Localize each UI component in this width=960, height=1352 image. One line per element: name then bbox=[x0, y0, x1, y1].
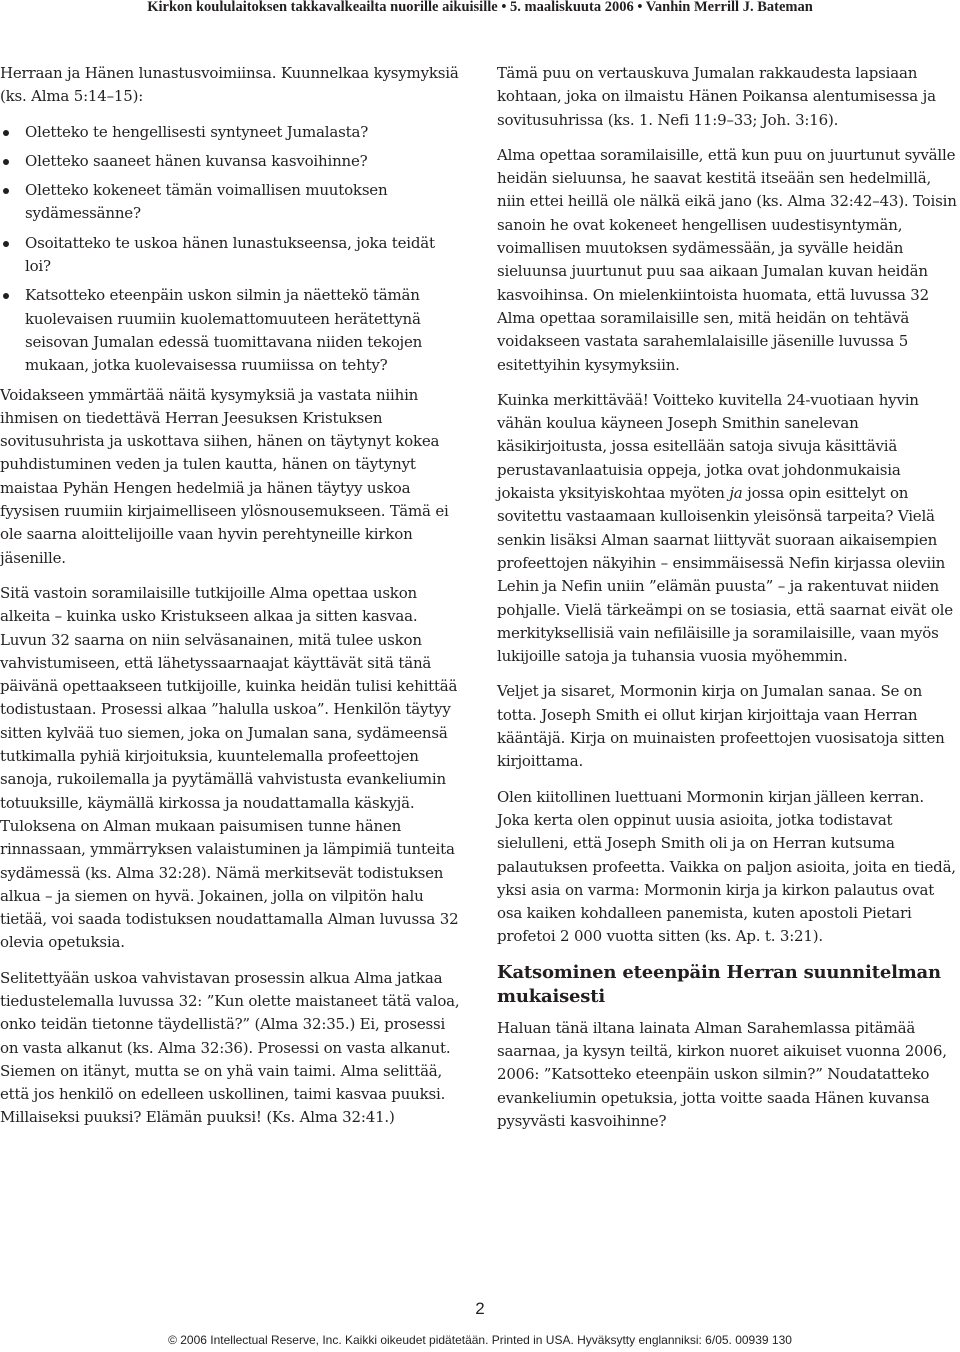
list-item bbox=[0, 121, 465, 144]
bullet-icon bbox=[3, 293, 9, 299]
paragraph-text: Kuinka merkittävää! Voitteko kuvitella 24-vuotiaan hyvin vähän koulua käyneen Joseph Smithin sanelevan käsikirjoitusta, jossa esitellään satoja sivuja käsittäviä perustavanlaatuisia oppeja, jotka ovat johdonmukaisia jokaista yksityiskohtaa myöten bbox=[497, 390, 919, 503]
bullet-icon bbox=[3, 130, 9, 136]
list-item-text: Osoitatteko te uskoa hänen lunastukseensa, joka teidät loi? bbox=[25, 233, 435, 276]
list-item-text: Oletteko kokeneet tämän voimallisen muutoksen sydämessänne? bbox=[25, 181, 388, 223]
paragraph-text: jossa opin esittelyt on sovitettu vastaamaan kulloisenkin yleisönsä tarpeita? Vielä senkin lisäksi Alman saarnat liittyvät suoraan aikaisempien profeettojen näkyihin – ensimmäisessä Nefin kirjassa oleviin Lehin ja Nefin uniin ”elämän puusta” – ja rakentuvat niiden pohjalle. Vielä tärkeämpi on se tosiasia, että saarnat eivät ole merkityksellisiä vain nefiläisille ja soramilaisille, vaan myös lukijoille satoja ja tuhansia vuosia myöhemmin. bbox=[497, 484, 953, 666]
list-item-text: Oletteko saaneet hänen kuvansa kasvoihinne? bbox=[25, 151, 368, 170]
body-paragraph: Voidakseen ymmärtää näitä kysymyksiä ja vastata niihin ihmisen on tiedettävä Herran Jeesuksen Kristuksen sovitusuhrista ja uskottava siihen, hänen on täytynyt kokea puhdistuminen veden ja tulen kautta, hänen on täytynyt maistaa Pyhän Hengen hedelmiä ja hänen täytyy uskoa fyysisen ruumiin kirjaimelliseen ylösnousemukseen. Tämä ei ole saarna aloittelijoille vaan hyvin perehtyneille kirkon jäsenille. bbox=[0, 385, 449, 567]
list-item bbox=[0, 179, 465, 226]
body-paragraph: Alma opettaa soramilaisille, että kun puu on juurtunut syvälle heidän sieluunsa, he saavat kestitä itseään sen hedelmillä, niin ettei heillä ole nälkä eikä jano (ks. Alma 32:42–43). Toisin sanoin he ovat kokeneet hengellisen uudestisyntymän, voimallisen muutoksen sydämessään, ja syvälle heidän sieluunsa juurtunut puu saa aikaan Jumalan kuvan heidän kasvoihinsa. On mielenkiintoista huomata, että luvussa 32 Alma opettaa soramilaisille sen, mitä heidän on tehtävä voidakseen vastata sarahemlalaisille jäsenille luvussa 5 esitettyihin kysymyksiin. bbox=[497, 145, 957, 374]
body-paragraph: Veljet ja sisaret, Mormonin kirja on Jumalan sanaa. Se on totta. Joseph Smith ei ollut kirjan kirjoittaja vaan Herran kääntäjä. Kirja on muinaisten profeettojen vuosisatoja sitten kirjoittama. bbox=[497, 682, 945, 771]
bullet-icon bbox=[3, 241, 9, 247]
list-item-text: Oletteko te hengellisesti syntyneet Jumalasta? bbox=[25, 122, 369, 141]
bullet-icon bbox=[3, 188, 9, 194]
list-item bbox=[0, 150, 465, 173]
emphasis-text: ja bbox=[729, 484, 743, 503]
right-column bbox=[497, 62, 960, 1145]
section-heading: Katsominen eteenpäin Herran suunnitelman mukaisesti bbox=[497, 961, 941, 1007]
body-paragraph: Olen kiitollinen luettuani Mormonin kirjan jälleen kerran. Joka kerta olen oppinut uusia asioita, jotka todistavat sielulleni, että Joseph Smith oli ja on Herran kutsuma palautuksen profeetta. Vaikka on paljon asioita, joita en tiedä, yksi asia on varma: Mormonin kirja ja kirkon palautus ovat osa kaiken kohdalleen panemista, kuten apostoli Pietari profetoi 2 000 vuotta sitten (ks. Ap. t. 3:21). bbox=[497, 787, 956, 946]
body-paragraph: Sitä vastoin soramilaisille tutkijoille Alma opettaa uskon alkeita – kuinka usko Kristukseen alkaa ja sitten kasvaa. Luvun 32 saarna on niin selväsanainen, mitä tulee uskon vahvistumiseen, että lähetyssaarnaajat käyttävät sitä tänä päivänä opettaakseen tutkijoille, kuinka heidän tulisi kehittää todistustaan. Prosessi alkaa ”halulla uskoa”. Henkilön täytyy sitten kylvää tuo siemen, joka on Jumalan sana, sydämeensä tutkimalla pyhiä kirjoituksia, kuuntelemalla profeettojen sanoja, rukoilemalla ja pyytämällä vahvistusta evankeliumin totuuksille, käymällä kirkossa ja noudattamalla käskyjä. Tuloksena on Alman mukaan paisumisen tunne hänen rinnassaan, ymmärryksen valaistuminen ja lämpimiä tunteita sydämessä (ks. Alma 32:28). Nämä merkitsevät todistuksen alkua – ja siemen on hyvä. Jokainen, jolla on vilpitön halu tietää, voi saada todistuksen noudattamalla Alman luvussa 32 olevia opetuksia. bbox=[0, 583, 459, 952]
list-item bbox=[0, 232, 465, 279]
body-paragraph bbox=[497, 389, 960, 669]
body-paragraph: Tämä puu on vertauskuva Jumalan rakkaudesta lapsiaan kohtaan, joka on ilmaistu Hänen Poikansa alentumisessa ja sovitusuhrissa (ks. 1. Nefi 11:9–33; Joh. 3:16). bbox=[497, 64, 936, 129]
body-paragraph: Selitettyään uskoa vahvistavan prosessin alkua Alma jatkaa tiedustelemalla luvussa 32: ”Kun olette maistaneet tätä valoa, onko teidän tietonne täydellistä?” (Alma 32:35.) Ei, prosessi on vasta alkanut (ks. Alma 32:36). Prosessi on vasta alkanut. Siemen on itänyt, mutta se on yhä vain taimi. Alma selittää, että jos henkilö on edelleen uskollinen, taimi kasvaa puuksi. Millaiseksi puuksi? Elämän puuksi! (Ks. Alma 32:41.) bbox=[0, 968, 460, 1127]
body-paragraph: Haluan tänä iltana lainata Alman Sarahemlassa pitämää saarnaa, ja kysyn teiltä, kirkon nuoret aikuiset vuonna 2006, 2006: ”Katsotteko eteenpäin uskon silmin?” Noudatatteko evankeliumin opetuksia, jotta voitte saada Hänen kuvansa pysyvästi kasvoihinne? bbox=[497, 1018, 947, 1130]
bullet-icon bbox=[3, 159, 9, 165]
question-list bbox=[0, 121, 465, 378]
intro-paragraph: Herraan ja Hänen lunastusvoimiinsa. Kuunnelkaa kysymyksiä (ks. Alma 5:14–15): bbox=[0, 64, 459, 106]
list-item-text: Katsotteko eteenpäin uskon silmin ja näettekö tämän kuolevaisen ruumiin kuolemattomuuteen herätettynä seisovan Jumalan edessä tuomittavana niiden tekojen mukaan, jotka kuolevaisessa ruumiissa on tehty? bbox=[25, 286, 423, 375]
left-column bbox=[0, 62, 465, 1142]
page-number: 2 bbox=[475, 1299, 485, 1318]
list-item bbox=[0, 284, 465, 377]
copyright-footer: © 2006 Intellectual Reserve, Inc. Kaikki oikeudet pidätetään. Printed in USA. Hyväksytty englanniksi: 6/05. 00939 130 bbox=[168, 1333, 792, 1347]
running-header: Kirkon koululaitoksen takkavalkeailta nuorille aikuisille • 5. maaliskuuta 2006 • Vanhin Merrill J. Bateman bbox=[147, 0, 813, 15]
